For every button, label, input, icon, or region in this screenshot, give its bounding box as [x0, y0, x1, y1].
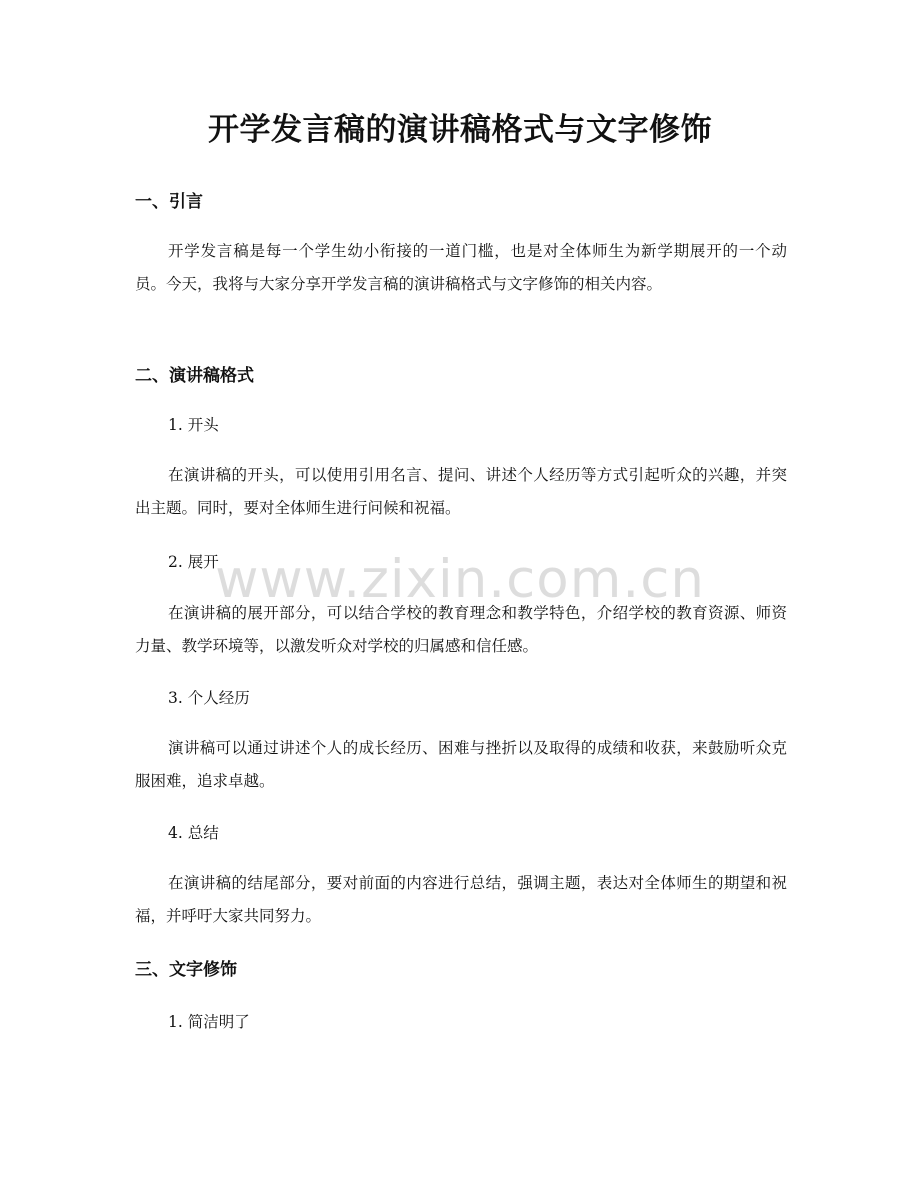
format-item-label: 1. 开头: [168, 416, 219, 434]
format-item-paragraph: 演讲稿可以通过讲述个人的成长经历、困难与挫折以及取得的成绩和收获，来鼓励听众克服困难，追求卓越。: [135, 739, 787, 790]
format-item-label: 3. 个人经历: [168, 689, 250, 707]
section-heading-introduction: 一、引言: [135, 192, 203, 212]
style-item-label: 1. 简洁明了: [168, 1013, 250, 1031]
format-item-paragraph: 在演讲稿的结尾部分，要对前面的内容进行总结，强调主题，表达对全体师生的期望和祝福，并呼吁大家共同努力。: [135, 874, 787, 925]
intro-paragraph: 开学发言稿是每一个学生幼小衔接的一道门槛，也是对全体师生为新学期展开的一个动员。今天，我将与大家分享开学发言稿的演讲稿格式与文字修饰的相关内容。: [135, 242, 787, 293]
format-item-label: 2. 展开: [168, 553, 219, 571]
document-title: 开学发言稿的演讲稿格式与文字修饰: [208, 112, 712, 148]
section-heading-speech-format: 二、演讲稿格式: [135, 366, 254, 386]
format-item-label: 4. 总结: [168, 824, 219, 842]
format-item-paragraph: 在演讲稿的开头，可以使用引用名言、提问、讲述个人经历等方式引起听众的兴趣，并突出主题。同时，要对全体师生进行问候和祝福。: [135, 466, 787, 517]
section-heading-text-style: 三、文字修饰: [135, 960, 237, 980]
format-item-paragraph: 在演讲稿的展开部分，可以结合学校的教育理念和教学特色，介绍学校的教育资源、师资力量、教学环境等，以激发听众对学校的归属感和信任感。: [135, 604, 787, 655]
watermark-text: www.zixin.com.cn: [215, 549, 705, 610]
